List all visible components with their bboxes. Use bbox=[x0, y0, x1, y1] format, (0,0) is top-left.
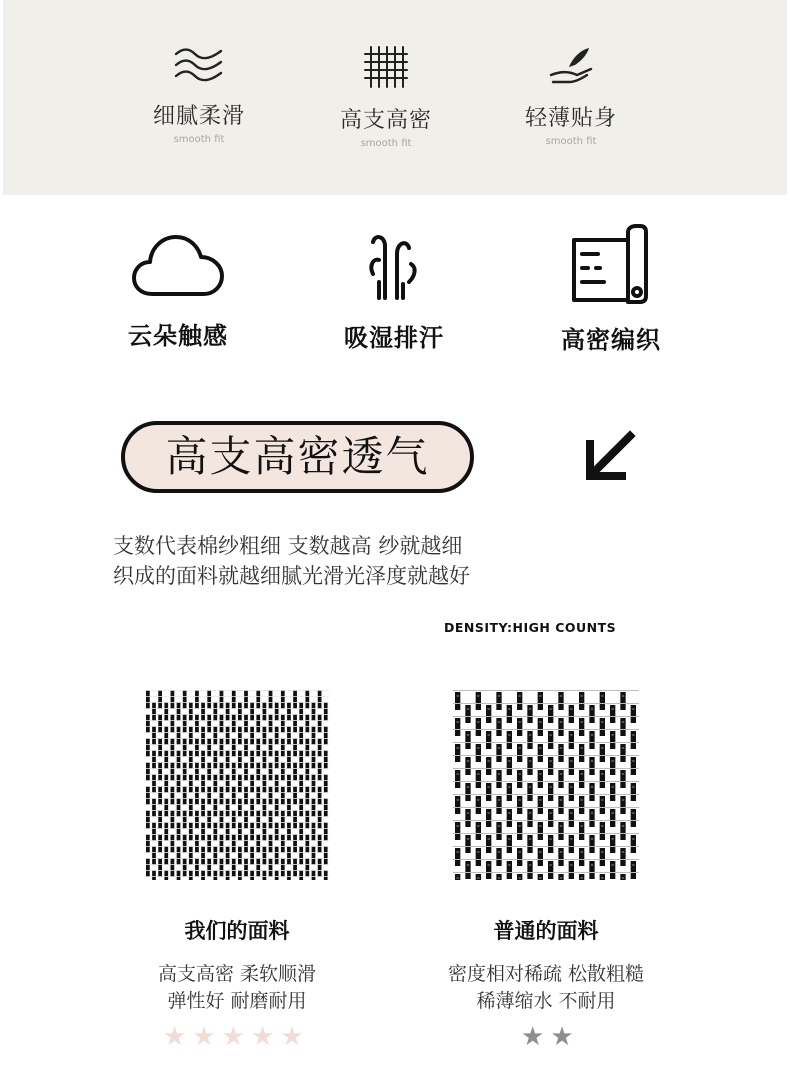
star-icon: ★ bbox=[550, 1022, 574, 1052]
cloud-icon bbox=[130, 228, 226, 300]
waves-icon bbox=[173, 45, 225, 85]
feature-light bbox=[476, 45, 666, 147]
common-fabric-rating bbox=[521, 1024, 574, 1050]
fabric-roll-icon bbox=[570, 224, 652, 304]
star-icon: ★ bbox=[163, 1022, 187, 1052]
feature-title: 吸湿排汗 bbox=[344, 324, 444, 352]
comparison-line: 高支高密 柔软顺滑 bbox=[157, 963, 317, 985]
our-fabric bbox=[87, 915, 387, 1015]
headline-badge: 高支高密透气 bbox=[121, 421, 474, 493]
comparison-line: 弹性好 耐磨耐用 bbox=[167, 990, 307, 1012]
comparison-title: 普通的面料 bbox=[493, 919, 599, 943]
feature-title: 云朵触感 bbox=[128, 322, 228, 350]
feature-moisture bbox=[274, 226, 514, 353]
feature-subtitle: smooth fit bbox=[173, 134, 225, 145]
feature-cloud bbox=[58, 228, 298, 351]
arrow-down-left-icon bbox=[584, 430, 636, 482]
comparison-description bbox=[87, 961, 387, 1015]
moisture-wicking-icon bbox=[363, 226, 425, 302]
hand-feather-icon bbox=[547, 45, 595, 87]
dense-weave-swatch bbox=[145, 690, 329, 880]
star-icon: ★ bbox=[250, 1022, 275, 1052]
star-icon: ★ bbox=[521, 1022, 545, 1052]
comparison-description bbox=[396, 961, 696, 1015]
feature-title: 细腻柔滑 bbox=[152, 104, 245, 129]
feature-title: 轻薄贴身 bbox=[524, 106, 617, 131]
comparison-line: 稀薄缩水 不耐用 bbox=[476, 990, 616, 1012]
feature-title: 高密编织 bbox=[561, 326, 661, 354]
common-fabric bbox=[396, 915, 696, 1015]
star-icon: ★ bbox=[221, 1022, 245, 1052]
feature-title: 高支高密 bbox=[339, 108, 432, 133]
feature-subtitle: smooth fit bbox=[360, 138, 412, 149]
description bbox=[113, 531, 470, 591]
feature-smooth bbox=[104, 45, 294, 145]
feature-subtitle: smooth fit bbox=[545, 136, 597, 147]
description-line: 支数代表棉纱粗细 支数越高 纱就越细 bbox=[113, 534, 463, 558]
grid-icon bbox=[362, 45, 410, 89]
feature-weave bbox=[491, 224, 731, 355]
star-icon: ★ bbox=[280, 1022, 304, 1052]
comparison-title: 我们的面料 bbox=[184, 919, 290, 943]
comparison-line: 密度相对稀疏 松散粗糙 bbox=[447, 963, 645, 985]
star-icon: ★ bbox=[192, 1022, 216, 1052]
description-line: 织成的面料就越细腻光滑光泽度就越好 bbox=[113, 564, 470, 588]
feature-high-density bbox=[291, 45, 481, 149]
our-fabric-rating bbox=[163, 1024, 304, 1050]
density-label: DENSITY:HIGH COUNTS bbox=[444, 620, 617, 635]
sparse-weave-swatch bbox=[453, 690, 639, 880]
